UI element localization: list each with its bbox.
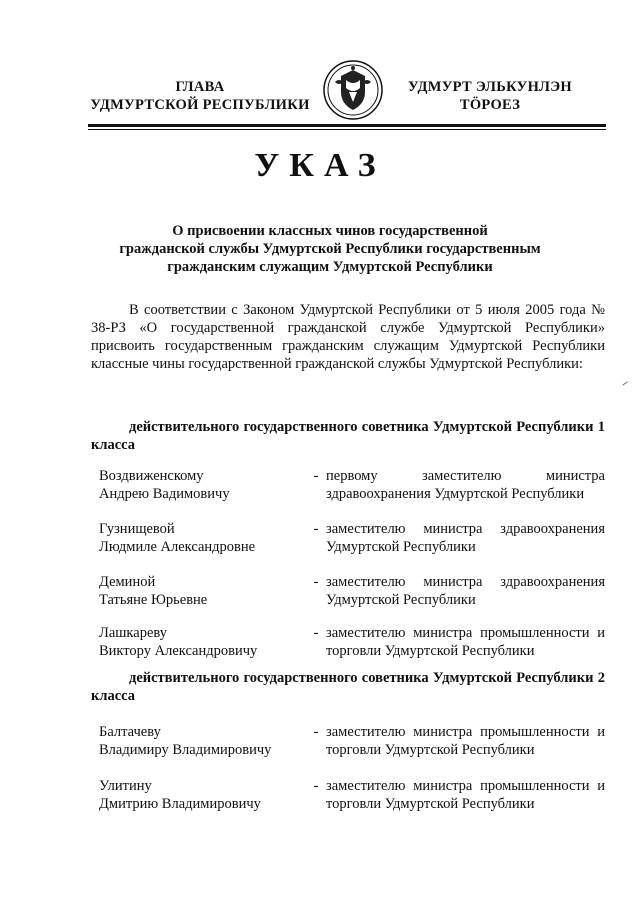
- dash: -: [313, 574, 319, 590]
- person-name: [99, 624, 304, 660]
- surname: Балтачеву: [99, 724, 161, 740]
- given-names: Людмиле Александровне: [99, 539, 256, 555]
- issuer-udm-line2: ТӦРОЕЗ: [459, 97, 521, 113]
- job-position: первому заместителю министра здравоохранения Удмуртской Республики: [326, 468, 605, 502]
- given-names: Татьяне Юрьевне: [99, 592, 208, 608]
- issuer-udm: [395, 78, 585, 114]
- subject-line: О присвоении классных чинов государственной: [172, 223, 488, 239]
- decree-preamble: В соответствии с Законом Удмуртской Республики от 5 июля 2005 года № 38-РЗ «О государственной гражданской службе Удмуртской Республики» присвоить государственным гражданским служащим Удмуртской Республики классные чины государственной гражданской службы Удмуртской Республики:: [91, 302, 605, 372]
- header-rule-thick: [88, 124, 606, 127]
- job-position: заместителю министра здравоохранения Удмуртской Республики: [326, 521, 605, 555]
- surname: Деминой: [99, 574, 156, 590]
- given-names: Виктору Александровичу: [99, 643, 258, 659]
- issuer-ru: [80, 78, 320, 114]
- page-title: УКАЗ: [254, 147, 386, 184]
- udmurt-coat-of-arms-icon: [321, 58, 385, 122]
- section-2-title: действительного государственного советника Удмуртской Республики 2 класса: [91, 670, 605, 704]
- person-name: [99, 777, 304, 813]
- dash: -: [313, 778, 319, 794]
- header-rule-thin: [88, 129, 606, 130]
- job-position: заместителю министра промышленности и торговли Удмуртской Республики: [326, 625, 605, 659]
- subject-line: гражданским служащим Удмуртской Республики: [167, 259, 493, 275]
- surname: Лашкареву: [99, 625, 167, 641]
- job-position: заместителю министра здравоохранения Удмуртской Республики: [326, 574, 605, 608]
- subject-line: гражданской службы Удмуртской Республики государственным: [119, 241, 541, 257]
- dash: -: [313, 521, 319, 537]
- job-position: заместителю министра промышленности и торговли Удмуртской Республики: [326, 724, 605, 758]
- job-position: заместителю министра промышленности и торговли Удмуртской Республики: [326, 778, 605, 812]
- margin-pen-mark: [622, 381, 627, 385]
- person-name: [99, 573, 304, 609]
- person-name: [99, 723, 304, 759]
- dash: -: [313, 625, 319, 641]
- given-names: Андрею Вадимовичу: [99, 486, 230, 502]
- surname: Воздвиженскому: [99, 468, 204, 484]
- person-name: [99, 467, 304, 503]
- given-names: Владимиру Владимировичу: [99, 742, 272, 758]
- given-names: Дмитрию Владимировичу: [99, 796, 261, 812]
- person-name: [99, 520, 304, 556]
- issuer-ru-line2: УДМУРТСКОЙ РЕСПУБЛИКИ: [90, 97, 310, 113]
- issuer-udm-line1: УДМУРТ ЭЛЬКУНЛЭН: [408, 79, 572, 95]
- dash: -: [313, 468, 319, 484]
- surname: Гузнищевой: [99, 521, 175, 537]
- dash: -: [313, 724, 319, 740]
- surname: Улитину: [99, 778, 152, 794]
- issuer-ru-line1: ГЛАВА: [175, 79, 225, 95]
- decree-subject: [110, 222, 550, 276]
- section-1-title: действительного государственного советника Удмуртской Республики 1 класса: [91, 419, 605, 453]
